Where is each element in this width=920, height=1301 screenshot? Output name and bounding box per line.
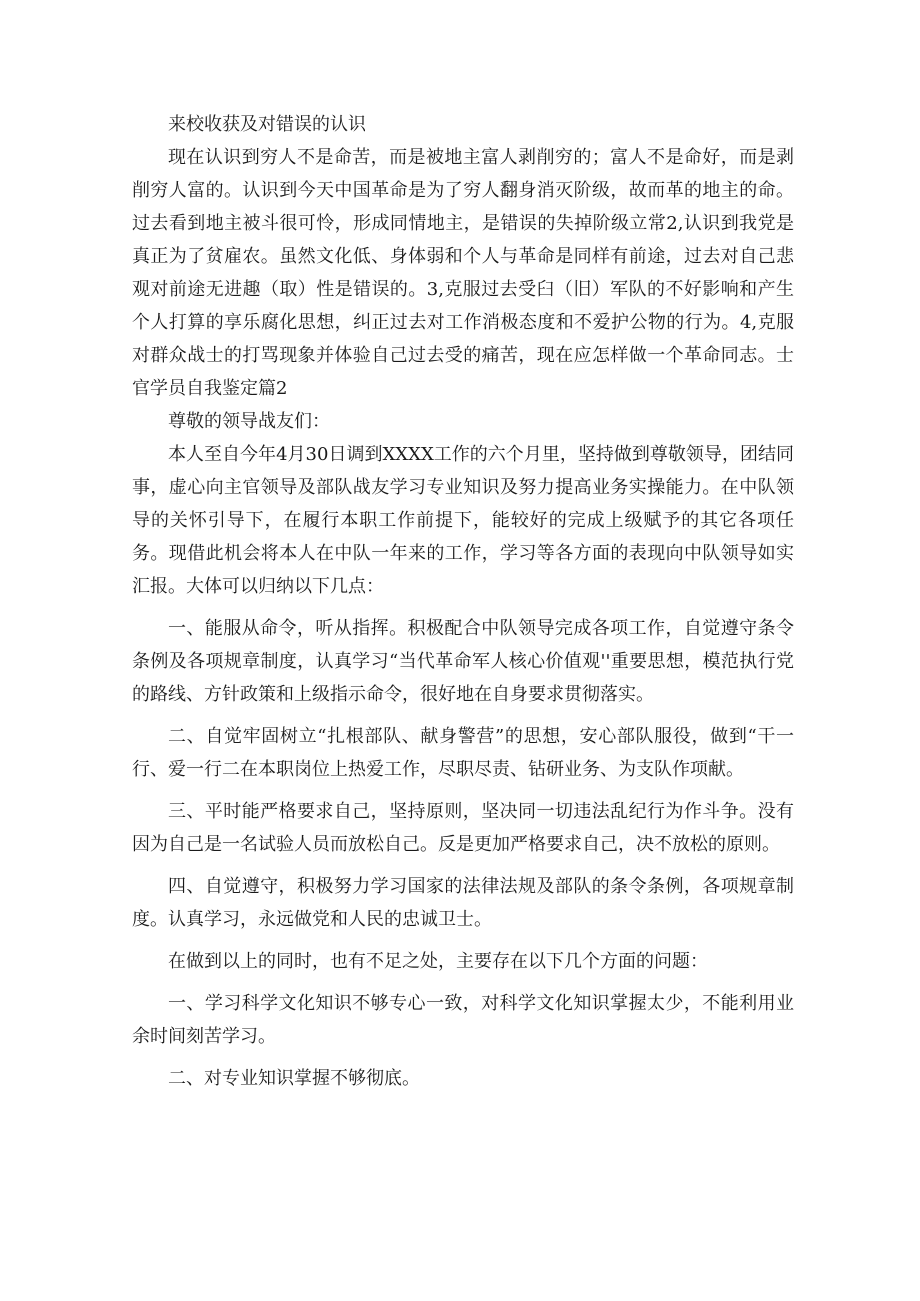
document-body: [132, 108, 794, 1095]
paragraph-point-3: 三、平时能严格要求自己，坚持原则，坚决同一切违法乱纪行为作斗争。没有因为自己是一名试验人员而放松自己。反是更加严格要求自己，决不放松的原则。: [132, 801, 794, 855]
paragraph-intro: 本人至自今年4月30日调到XXXX工作的六个月里，坚持做到尊敬领导，团结同事，虚心向主官领导及部队战友学习专业知识及努力提高业务实操能力。在中队领导的关怀引导下，在履行本职工作前提下，能较好的完成上级赋予的其它各项任务。现借此机会将本人在中队一年来的工作，学习等各方面的表现向中队领导如实汇报。大体可以归纳以下几点：: [132, 444, 794, 597]
paragraph-point-1: 一、能服从命令，听从指挥。积极配合中队领导完成各项工作，自觉遵守条令条例及各项规章制度，认真学习“当代革命军人核心价值观''重要思想，模范执行党的路线、方针政策和上级指示命令，很好地在自身要求贯彻落实。: [132, 618, 794, 705]
paragraph-shortcoming-2: 二、对专业知识掌握不够彻底。: [168, 1068, 420, 1089]
paragraph-shortcomings-intro: 在做到以上的同时，也有不足之处，主要存在以下几个方面的问题：: [168, 951, 708, 972]
salutation: 尊敬的领导战友们：: [168, 411, 330, 432]
paragraph-shortcoming-1: 一、学习科学文化知识不够专心一致，对科学文化知识掌握太少，不能利用业余时间刻苦学习。: [132, 993, 794, 1047]
paragraph-point-2: 二、自觉牢固树立“扎根部队、献身警营”的思想，安心部队服役，做到“干一行、爱一行二在本职岗位上热爱工作，尽职尽责、钻研业务、为支队作项献。: [132, 726, 794, 780]
paragraph-point-4: 四、自觉遵守，积极努力学习国家的法律法规及部队的条令条例，各项规章制度。认真学习，永远做党和人民的忠诚卫士。: [132, 876, 794, 930]
section-heading: 来校收获及对错误的认识: [168, 114, 366, 135]
paragraph-reflection: 现在认识到穷人不是命苦，而是被地主富人剥削穷的；富人不是命好，而是剥削穷人富的。认识到今天中国革命是为了穷人翻身消灭阶级，故而革的地主的命。过去看到地主被斗很可怜，形成同情地主，是错误的失掉阶级立常2,认识到我党是真正为了贫雇农。虽然文化低、身体弱和个人与革命是同样有前途，过去对自己悲观对前途无进趣（取）性是错误的。3,克服过去受臼（旧）军队的不好影响和产生个人打算的享乐腐化思想，纠正过去对工作消极态度和不爱护公物的行为。4,克服对群众战士的打骂现象并体验自己过去受的痛苦，现在应怎样做一个革命同志。士官学员自我鉴定篇2: [132, 147, 794, 399]
